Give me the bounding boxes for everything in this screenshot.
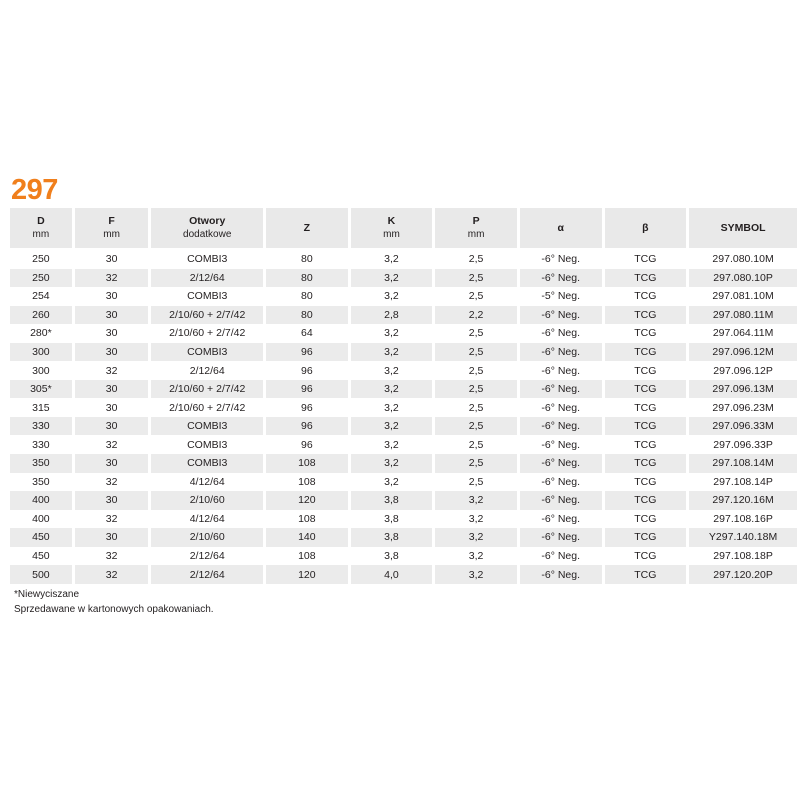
cell-hook-angle: -6° Neg. (520, 380, 602, 399)
header-label: D (37, 215, 45, 227)
cell-symbol: 297.080.10M (689, 250, 797, 269)
cell-extra-holes: COMBI3 (151, 343, 263, 362)
cell-bore: 32 (75, 361, 149, 380)
cell-diameter: 500 (10, 565, 72, 584)
table-row (10, 510, 797, 529)
cell-bore: 30 (75, 306, 149, 325)
cell-teeth: 80 (266, 306, 348, 325)
cell-kerf: 3,2 (351, 250, 433, 269)
cell-extra-holes: 2/10/60 (151, 528, 263, 547)
header-unit: mm (103, 229, 120, 240)
header-tooth-shape (605, 208, 687, 248)
cell-tooth-shape: TCG (605, 417, 687, 436)
cell-plate: 3,2 (435, 491, 517, 510)
cell-extra-holes: COMBI3 (151, 250, 263, 269)
cell-kerf: 3,2 (351, 435, 433, 454)
cell-symbol: 297.108.18P (689, 547, 797, 566)
table-row (10, 473, 797, 492)
cell-diameter: 250 (10, 250, 72, 269)
cell-kerf: 3,2 (351, 380, 433, 399)
cell-diameter: 254 (10, 287, 72, 306)
table-row (10, 491, 797, 510)
cell-extra-holes: COMBI3 (151, 417, 263, 436)
table-body (10, 250, 797, 584)
cell-hook-angle: -6° Neg. (520, 528, 602, 547)
cell-diameter: 300 (10, 343, 72, 362)
cell-extra-holes: 2/10/60 (151, 491, 263, 510)
cell-diameter: 450 (10, 547, 72, 566)
header-label: K (387, 215, 396, 227)
table-row (10, 435, 797, 454)
header-symbol (689, 208, 797, 248)
header-unit: mm (467, 229, 485, 240)
cell-teeth: 108 (266, 510, 348, 529)
table-row (10, 306, 797, 325)
cell-symbol: 297.096.12P (689, 361, 797, 380)
header-teeth (266, 208, 348, 248)
cell-symbol: 297.080.10P (689, 269, 797, 288)
cell-teeth: 96 (266, 398, 348, 417)
header-label: β (642, 222, 649, 234)
cell-diameter: 300 (10, 361, 72, 380)
header-kerf (351, 208, 433, 248)
cell-tooth-shape: TCG (605, 473, 687, 492)
cell-teeth: 80 (266, 250, 348, 269)
cell-symbol: 297.108.16P (689, 510, 797, 529)
cell-tooth-shape: TCG (605, 361, 687, 380)
cell-hook-angle: -6° Neg. (520, 361, 602, 380)
cell-symbol: 297.081.10M (689, 287, 797, 306)
cell-extra-holes: 2/10/60 + 2/7/42 (151, 306, 263, 325)
table-row (10, 287, 797, 306)
cell-symbol: 297.108.14P (689, 473, 797, 492)
cell-extra-holes: 2/12/64 (151, 565, 263, 584)
cell-tooth-shape: TCG (605, 491, 687, 510)
cell-kerf: 3,8 (351, 528, 433, 547)
cell-diameter: 350 (10, 473, 72, 492)
cell-plate: 2,5 (435, 250, 517, 269)
cell-kerf: 3,8 (351, 510, 433, 529)
cell-extra-holes: 2/10/60 + 2/7/42 (151, 380, 263, 399)
cell-teeth: 80 (266, 269, 348, 288)
cell-diameter: 260 (10, 306, 72, 325)
header-label: SYMBOL (720, 222, 766, 234)
cell-tooth-shape: TCG (605, 324, 687, 343)
cell-teeth: 108 (266, 454, 348, 473)
cell-tooth-shape: TCG (605, 435, 687, 454)
cell-kerf: 3,2 (351, 343, 433, 362)
table-row (10, 528, 797, 547)
cell-extra-holes: COMBI3 (151, 287, 263, 306)
cell-bore: 30 (75, 491, 149, 510)
cell-kerf: 3,2 (351, 324, 433, 343)
cell-plate: 2,5 (435, 324, 517, 343)
cell-diameter: 350 (10, 454, 72, 473)
cell-plate: 3,2 (435, 565, 517, 584)
cell-plate: 2,5 (435, 435, 517, 454)
cell-kerf: 3,8 (351, 547, 433, 566)
cell-extra-holes: COMBI3 (151, 454, 263, 473)
cell-bore: 30 (75, 287, 149, 306)
cell-tooth-shape: TCG (605, 380, 687, 399)
cell-diameter: 400 (10, 491, 72, 510)
spec-table (7, 208, 800, 584)
cell-hook-angle: -6° Neg. (520, 269, 602, 288)
cell-teeth: 96 (266, 435, 348, 454)
table-row (10, 269, 797, 288)
cell-symbol: 297.064.11M (689, 324, 797, 343)
cell-kerf: 3,2 (351, 473, 433, 492)
cell-plate: 2,5 (435, 417, 517, 436)
cell-extra-holes: 4/12/64 (151, 510, 263, 529)
cell-bore: 30 (75, 417, 149, 436)
cell-diameter: 305* (10, 380, 72, 399)
cell-hook-angle: -6° Neg. (520, 454, 602, 473)
product-number-title: 297 (11, 174, 58, 206)
cell-diameter: 400 (10, 510, 72, 529)
cell-symbol: 297.120.16M (689, 491, 797, 510)
footnotes (14, 587, 214, 617)
cell-extra-holes: 2/12/64 (151, 269, 263, 288)
header-extra-holes (151, 208, 263, 248)
cell-hook-angle: -6° Neg. (520, 306, 602, 325)
cell-teeth: 64 (266, 324, 348, 343)
cell-kerf: 3,2 (351, 287, 433, 306)
cell-diameter: 315 (10, 398, 72, 417)
cell-tooth-shape: TCG (605, 306, 687, 325)
cell-plate: 2,5 (435, 454, 517, 473)
cell-diameter: 330 (10, 417, 72, 436)
cell-teeth: 108 (266, 473, 348, 492)
cell-bore: 30 (75, 324, 149, 343)
table-row (10, 565, 797, 584)
cell-symbol: 297.096.12M (689, 343, 797, 362)
cell-plate: 2,5 (435, 343, 517, 362)
cell-plate: 2,5 (435, 269, 517, 288)
cell-extra-holes: 2/12/64 (151, 547, 263, 566)
header-unit: mm (32, 229, 50, 240)
header-label: Otwory (189, 215, 226, 227)
cell-bore: 32 (75, 269, 149, 288)
cell-bore: 32 (75, 473, 149, 492)
footnote-packaging: Sprzedawane w kartonowych opakowaniach. (14, 604, 214, 615)
cell-diameter: 250 (10, 269, 72, 288)
table-row (10, 417, 797, 436)
cell-hook-angle: -6° Neg. (520, 565, 602, 584)
cell-plate: 2,5 (435, 380, 517, 399)
cell-kerf: 4,0 (351, 565, 433, 584)
cell-symbol: 297.108.14M (689, 454, 797, 473)
cell-tooth-shape: TCG (605, 510, 687, 529)
cell-hook-angle: -6° Neg. (520, 473, 602, 492)
cell-kerf: 3,2 (351, 269, 433, 288)
cell-kerf: 3,2 (351, 361, 433, 380)
cell-plate: 2,5 (435, 473, 517, 492)
cell-hook-angle: -6° Neg. (520, 343, 602, 362)
header-diameter (10, 208, 72, 248)
cell-teeth: 140 (266, 528, 348, 547)
cell-hook-angle: -6° Neg. (520, 417, 602, 436)
cell-symbol: 297.096.13M (689, 380, 797, 399)
table-row (10, 343, 797, 362)
table-row (10, 398, 797, 417)
cell-tooth-shape: TCG (605, 250, 687, 269)
table-row (10, 361, 797, 380)
cell-hook-angle: -6° Neg. (520, 510, 602, 529)
cell-kerf: 2,8 (351, 306, 433, 325)
cell-kerf: 3,8 (351, 491, 433, 510)
cell-hook-angle: -6° Neg. (520, 324, 602, 343)
cell-tooth-shape: TCG (605, 287, 687, 306)
cell-plate: 2,5 (435, 361, 517, 380)
cell-extra-holes: 4/12/64 (151, 473, 263, 492)
table-row (10, 324, 797, 343)
cell-teeth: 96 (266, 417, 348, 436)
cell-bore: 32 (75, 435, 149, 454)
header-label: F (108, 215, 115, 227)
cell-bore: 30 (75, 528, 149, 547)
cell-tooth-shape: TCG (605, 269, 687, 288)
cell-plate: 2,5 (435, 287, 517, 306)
cell-hook-angle: -5° Neg. (520, 287, 602, 306)
cell-teeth: 108 (266, 547, 348, 566)
cell-bore: 32 (75, 547, 149, 566)
cell-hook-angle: -6° Neg. (520, 435, 602, 454)
cell-symbol: 297.080.11M (689, 306, 797, 325)
header-row (10, 208, 797, 248)
cell-symbol: 297.096.33M (689, 417, 797, 436)
cell-plate: 2,2 (435, 306, 517, 325)
cell-hook-angle: -6° Neg. (520, 547, 602, 566)
header-plate (435, 208, 517, 248)
cell-extra-holes: 2/10/60 + 2/7/42 (151, 398, 263, 417)
cell-tooth-shape: TCG (605, 565, 687, 584)
cell-symbol: Y297.140.18M (689, 528, 797, 547)
cell-bore: 32 (75, 510, 149, 529)
cell-hook-angle: -6° Neg. (520, 250, 602, 269)
cell-teeth: 120 (266, 565, 348, 584)
cell-plate: 2,5 (435, 398, 517, 417)
table-row (10, 547, 797, 566)
cell-plate: 3,2 (435, 528, 517, 547)
cell-extra-holes: COMBI3 (151, 435, 263, 454)
cell-bore: 30 (75, 250, 149, 269)
cell-hook-angle: -6° Neg. (520, 398, 602, 417)
header-bore (75, 208, 149, 248)
cell-symbol: 297.096.33P (689, 435, 797, 454)
cell-plate: 3,2 (435, 510, 517, 529)
cell-bore: 30 (75, 343, 149, 362)
header-label: α (557, 222, 564, 234)
footnote-unsilenced: *Niewyciszane (14, 589, 80, 600)
table-row (10, 454, 797, 473)
cell-hook-angle: -6° Neg. (520, 491, 602, 510)
cell-tooth-shape: TCG (605, 343, 687, 362)
cell-tooth-shape: TCG (605, 454, 687, 473)
cell-plate: 3,2 (435, 547, 517, 566)
cell-bore: 30 (75, 398, 149, 417)
cell-tooth-shape: TCG (605, 528, 687, 547)
cell-kerf: 3,2 (351, 398, 433, 417)
header-label: P (472, 215, 480, 227)
cell-bore: 30 (75, 454, 149, 473)
header-label: Z (303, 222, 311, 234)
cell-extra-holes: 2/10/60 + 2/7/42 (151, 324, 263, 343)
cell-teeth: 120 (266, 491, 348, 510)
cell-diameter: 450 (10, 528, 72, 547)
table-row (10, 380, 797, 399)
cell-extra-holes: 2/12/64 (151, 361, 263, 380)
cell-diameter: 280* (10, 324, 72, 343)
cell-bore: 32 (75, 565, 149, 584)
table-row (10, 250, 797, 269)
header-unit: dodatkowe (183, 229, 232, 240)
cell-symbol: 297.096.23M (689, 398, 797, 417)
cell-symbol: 297.120.20P (689, 565, 797, 584)
cell-bore: 30 (75, 380, 149, 399)
cell-kerf: 3,2 (351, 417, 433, 436)
cell-tooth-shape: TCG (605, 547, 687, 566)
cell-teeth: 96 (266, 343, 348, 362)
cell-teeth: 80 (266, 287, 348, 306)
header-unit: mm (383, 229, 400, 240)
cell-kerf: 3,2 (351, 454, 433, 473)
cell-diameter: 330 (10, 435, 72, 454)
header-hook-angle (520, 208, 602, 248)
cell-tooth-shape: TCG (605, 398, 687, 417)
cell-teeth: 96 (266, 361, 348, 380)
cell-teeth: 96 (266, 380, 348, 399)
